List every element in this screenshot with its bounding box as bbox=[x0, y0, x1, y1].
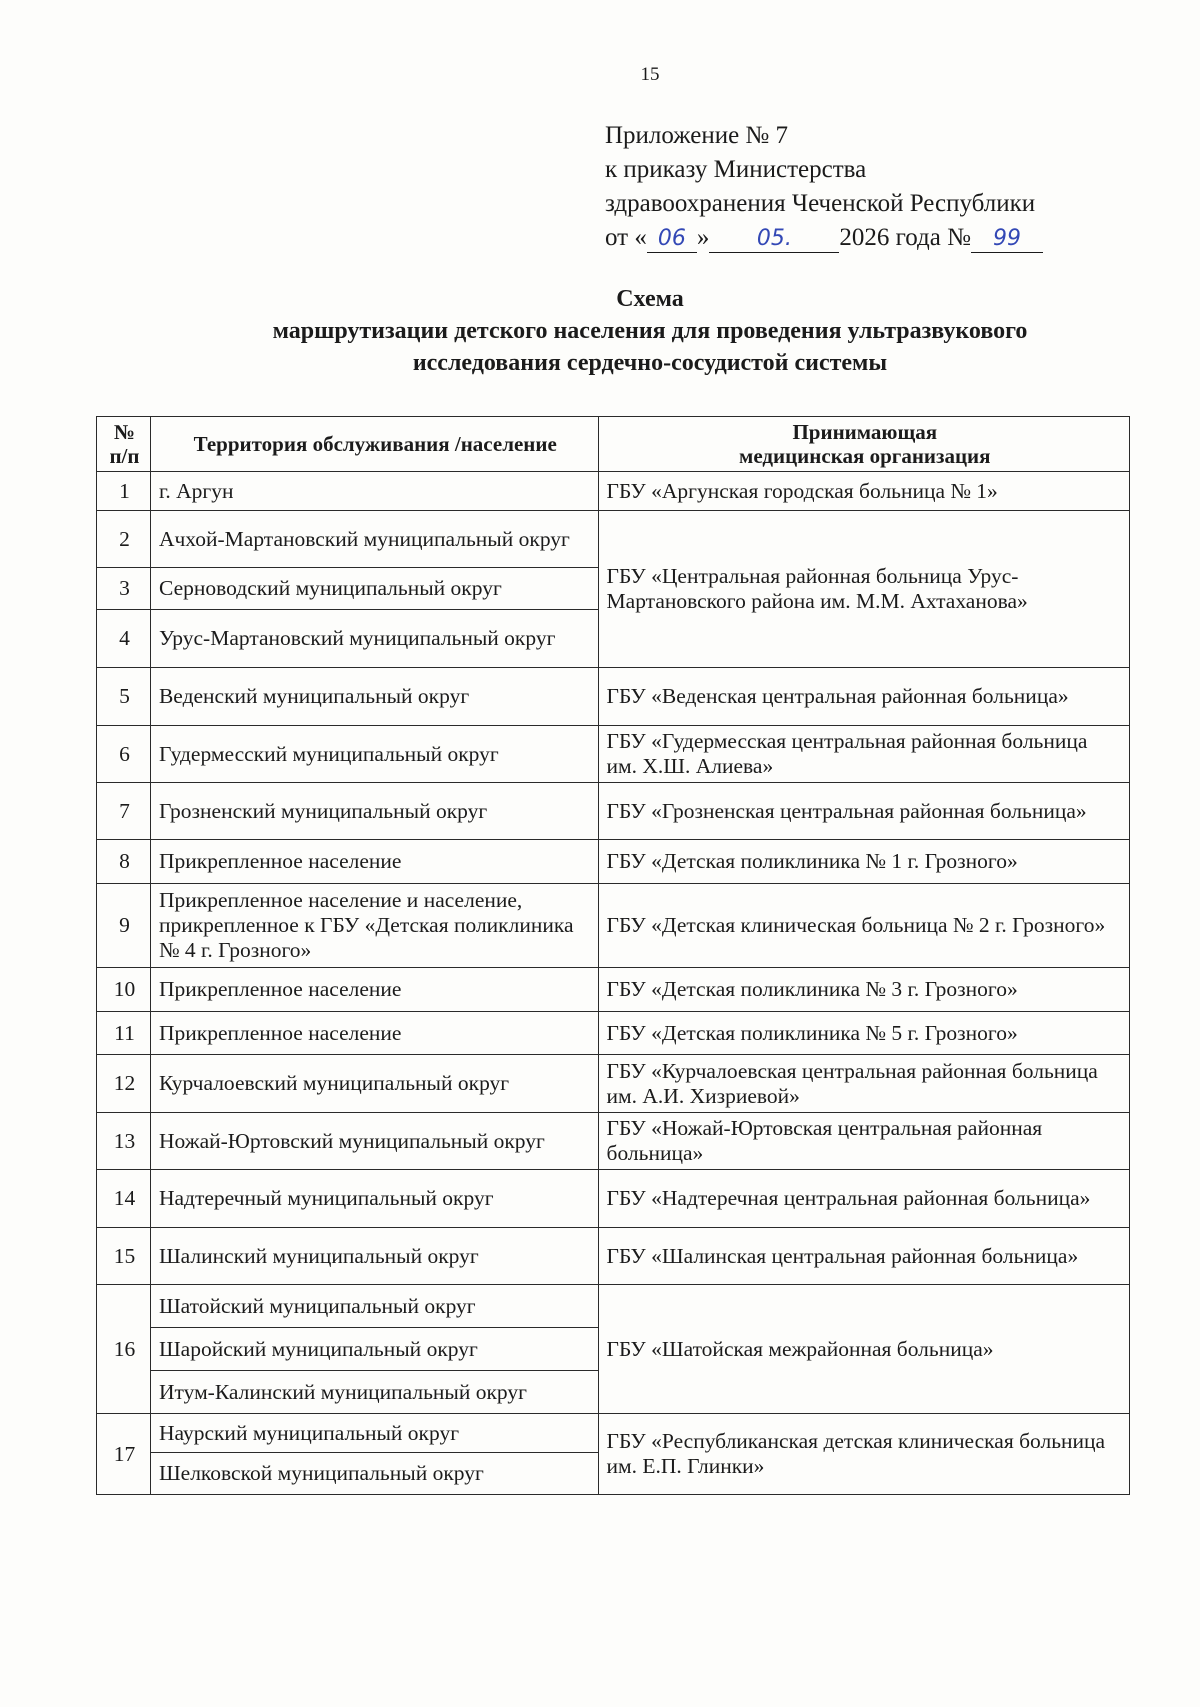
table-row bbox=[97, 968, 1130, 1012]
handwritten-day: 06 bbox=[647, 226, 697, 253]
row-organization: ГБУ «Детская поликлиника № 3 г. Грозного» bbox=[598, 968, 1129, 1012]
row-organization: ГБУ «Шалинская центральная районная больница» bbox=[598, 1228, 1129, 1285]
row-organization: ГБУ «Грозненская центральная районная больница» bbox=[598, 783, 1129, 840]
row-organization: ГБУ «Гудермесская центральная районная больница им. Х.Ш. Алиева» bbox=[598, 726, 1129, 783]
row-organization: ГБУ «Курчалоевская центральная районная больница им. А.И. Хизриевой» bbox=[598, 1055, 1129, 1113]
appendix-title: Приложение № 7 bbox=[605, 122, 789, 149]
date-day-close: » bbox=[696, 224, 710, 251]
table-row bbox=[97, 726, 1130, 783]
row-num: 4 bbox=[97, 610, 151, 668]
row-territory: Итум-Калинский муниципальный округ bbox=[150, 1371, 598, 1414]
row-territory: Шалинский муниципальный округ bbox=[150, 1228, 598, 1285]
table-row bbox=[97, 1012, 1130, 1055]
row-territory: Ачхой-Мартановский муниципальный округ bbox=[150, 511, 598, 568]
row-territory: Веденский муниципальный округ bbox=[150, 668, 598, 726]
row-num: 6 bbox=[97, 726, 151, 783]
row-num: 12 bbox=[97, 1055, 151, 1113]
table-header-row bbox=[97, 417, 1130, 472]
row-organization: ГБУ «Детская клиническая больница № 2 г. Грозного» bbox=[598, 884, 1129, 968]
row-territory: Грозненский муниципальный округ bbox=[150, 783, 598, 840]
row-num: 16 bbox=[97, 1285, 151, 1414]
row-territory: Наурский муниципальный округ bbox=[150, 1414, 598, 1453]
handwritten-month: 05. bbox=[709, 226, 839, 253]
row-territory: Прикрепленное население bbox=[150, 840, 598, 884]
row-territory: Курчалоевский муниципальный округ bbox=[150, 1055, 598, 1113]
row-territory: Шатойский муниципальный округ bbox=[150, 1285, 598, 1328]
row-num: 11 bbox=[97, 1012, 151, 1055]
row-organization: ГБУ «Надтеречная центральная районная больница» bbox=[598, 1170, 1129, 1228]
title-heading: Схема bbox=[616, 286, 684, 312]
table-row bbox=[97, 668, 1130, 726]
row-territory: г. Аргун bbox=[150, 472, 598, 511]
row-num: 3 bbox=[97, 568, 151, 610]
row-num: 14 bbox=[97, 1170, 151, 1228]
appendix-ministry: здравоохранения Чеченской Республики bbox=[605, 190, 1036, 217]
appendix-date-line bbox=[605, 221, 1043, 255]
row-territory: Прикрепленное население и население, прикрепленное к ГБУ «Детская поликлиника № 4 г. Грозного» bbox=[150, 884, 598, 968]
table-row bbox=[97, 1285, 1130, 1328]
document-title bbox=[0, 283, 1200, 379]
row-territory: Ножай-Юртовский муниципальный округ bbox=[150, 1113, 598, 1170]
row-num: 2 bbox=[97, 511, 151, 568]
row-num: 8 bbox=[97, 840, 151, 884]
header-org-line-1: Принимающая bbox=[792, 420, 938, 444]
table-row bbox=[97, 1170, 1130, 1228]
routing-table bbox=[96, 416, 1130, 1495]
row-organization: ГБУ «Детская поликлиника № 1 г. Грозного» bbox=[598, 840, 1129, 884]
title-line-1: маршрутизации детского населения для проведения ультразвукового bbox=[272, 318, 1028, 344]
table-row bbox=[97, 1228, 1130, 1285]
row-organization: ГБУ «Детская поликлиника № 5 г. Грозного» bbox=[598, 1012, 1129, 1055]
appendix-order-ref: к приказу Министерства bbox=[605, 156, 867, 183]
table-row bbox=[97, 1113, 1130, 1170]
row-num: 9 bbox=[97, 884, 151, 968]
table-row bbox=[97, 884, 1130, 968]
header-organization bbox=[598, 417, 1129, 472]
row-num: 15 bbox=[97, 1228, 151, 1285]
date-year: 2026 года № bbox=[839, 224, 971, 251]
row-territory: Шаройский муниципальный округ bbox=[150, 1328, 598, 1371]
row-territory: Урус-Мартановский муниципальный округ bbox=[150, 610, 598, 668]
row-organization: ГБУ «Аргунская городская больница № 1» bbox=[598, 472, 1129, 511]
table-row bbox=[97, 1414, 1130, 1453]
table-row bbox=[97, 783, 1130, 840]
row-organization: ГБУ «Центральная районная больница Урус-Мартановского района им. М.М. Ахтаханова» bbox=[598, 511, 1129, 668]
row-num: 1 bbox=[97, 472, 151, 511]
appendix-block bbox=[605, 119, 1043, 255]
row-territory: Шелковской муниципальный округ bbox=[150, 1453, 598, 1495]
table-row bbox=[97, 1055, 1130, 1113]
row-num: 10 bbox=[97, 968, 151, 1012]
handwritten-order-number: 99 bbox=[971, 226, 1043, 253]
row-territory: Прикрепленное население bbox=[150, 1012, 598, 1055]
table-row bbox=[97, 840, 1130, 884]
row-territory: Прикрепленное население bbox=[150, 968, 598, 1012]
row-organization: ГБУ «Ножай-Юртовская центральная районная больница» bbox=[598, 1113, 1129, 1170]
row-territory: Серноводский муниципальный округ bbox=[150, 568, 598, 610]
title-line-2: исследования сердечно-сосудистой системы bbox=[412, 350, 888, 376]
row-organization: ГБУ «Веденская центральная районная больница» bbox=[598, 668, 1129, 726]
row-num: 7 bbox=[97, 783, 151, 840]
header-num: № п/п bbox=[97, 417, 151, 472]
header-territory: Территория обслуживания /население bbox=[150, 417, 598, 472]
row-territory: Надтеречный муниципальный округ bbox=[150, 1170, 598, 1228]
table-row bbox=[97, 472, 1130, 511]
header-org-line-2: медицинская организация bbox=[739, 444, 991, 468]
row-num: 17 bbox=[97, 1414, 151, 1495]
row-num: 5 bbox=[97, 668, 151, 726]
row-territory: Гудермесский муниципальный округ bbox=[150, 726, 598, 783]
page-number: 15 bbox=[640, 64, 660, 85]
row-organization: ГБУ «Шатойская межрайонная больница» bbox=[598, 1285, 1129, 1414]
row-num: 13 bbox=[97, 1113, 151, 1170]
table-row bbox=[97, 511, 1130, 568]
row-organization: ГБУ «Республиканская детская клиническая больница им. Е.П. Глинки» bbox=[598, 1414, 1129, 1495]
date-prefix: от « bbox=[605, 224, 647, 251]
